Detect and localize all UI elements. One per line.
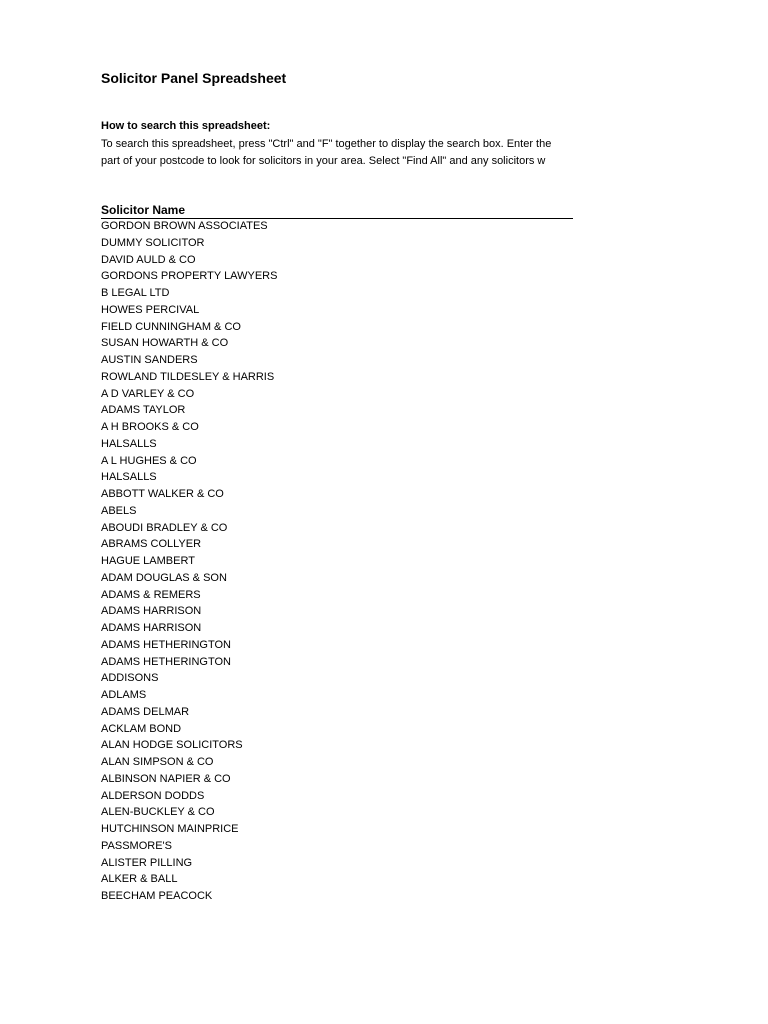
solicitor-row: HAGUE LAMBERT (101, 555, 195, 567)
solicitor-row: A H BROOKS & CO (101, 421, 199, 433)
instruction-line: To search this spreadsheet, press "Ctrl" and "F" together to display the search box. Enter the (101, 138, 552, 150)
solicitor-row: ADLAMS (101, 689, 147, 701)
solicitor-row: ABELS (101, 504, 137, 517)
solicitor-row: DUMMY SOLICITOR (101, 236, 205, 249)
solicitor-row: ADAMS HETHERINGTON (101, 638, 231, 651)
solicitor-row: ADDISONS (101, 672, 159, 685)
solicitor-row: ALEN-BUCKLEY & CO (101, 806, 215, 819)
solicitor-row: A D VARLEY & CO (101, 387, 195, 400)
solicitor-row: A L HUGHES & CO (101, 454, 197, 467)
solicitor-row: ABOUDI BRADLEY & CO (101, 521, 228, 534)
solicitor-row: ALAN HODGE SOLICITORS (101, 739, 243, 752)
solicitor-row: ADAM DOUGLAS & SON (101, 571, 227, 584)
page-title: Solicitor Panel Spreadsheet (101, 70, 287, 86)
solicitor-row: ADAMS HETHERINGTON (101, 655, 231, 668)
solicitor-row: ACKLAM BOND (101, 722, 182, 735)
solicitor-row: ADAMS HARRISON (101, 622, 202, 634)
solicitor-row: ABBOTT WALKER & CO (101, 488, 224, 500)
instruction-line: part of your postcode to look for solicitors in your area. Select "Find All" and any solicitors w (101, 155, 546, 167)
solicitor-row: B LEGAL LTD (101, 287, 170, 299)
solicitor-row: FIELD CUNNINGHAM & CO (101, 320, 241, 333)
solicitor-row: ADAMS HARRISON (101, 605, 202, 618)
howto-heading: How to search this spreadsheet: (101, 120, 271, 132)
solicitor-row: GORDONS PROPERTY LAWYERS (101, 270, 278, 283)
solicitor-row: ABRAMS COLLYER (101, 538, 202, 551)
solicitor-row: HOWES PERCIVAL (101, 303, 200, 316)
instructions-block (101, 136, 574, 170)
solicitor-row: ADAMS DELMAR (101, 705, 190, 718)
solicitor-row: ADAMS & REMERS (101, 588, 201, 601)
solicitor-row: PASSMORE'S (101, 839, 172, 852)
solicitor-row: DAVID AULD & CO (101, 253, 196, 266)
solicitor-row: HUTCHINSON MAINPRICE (101, 823, 239, 835)
solicitor-row: HALSALLS (101, 471, 157, 484)
solicitor-row: AUSTIN SANDERS (101, 354, 198, 366)
solicitor-row: ROWLAND TILDESLEY & HARRIS (101, 370, 275, 383)
solicitor-row: ALAN SIMPSON & CO (101, 756, 214, 768)
solicitor-row: ALDERSON DODDS (101, 789, 205, 802)
solicitor-row: ADAMS TAYLOR (101, 404, 186, 417)
solicitor-row: BEECHAM PEACOCK (101, 890, 213, 902)
column-header-solicitor-name: Solicitor Name (101, 202, 573, 219)
solicitor-row: HALSALLS (101, 437, 157, 450)
solicitor-row: ALBINSON NAPIER & CO (101, 772, 231, 785)
solicitor-row: ALISTER PILLING (101, 856, 193, 869)
solicitor-row: GORDON BROWN ASSOCIATES (101, 220, 268, 232)
solicitor-row: ALKER & BALL (101, 873, 178, 886)
solicitor-list (101, 218, 573, 905)
solicitor-row: SUSAN HOWARTH & CO (101, 337, 229, 350)
